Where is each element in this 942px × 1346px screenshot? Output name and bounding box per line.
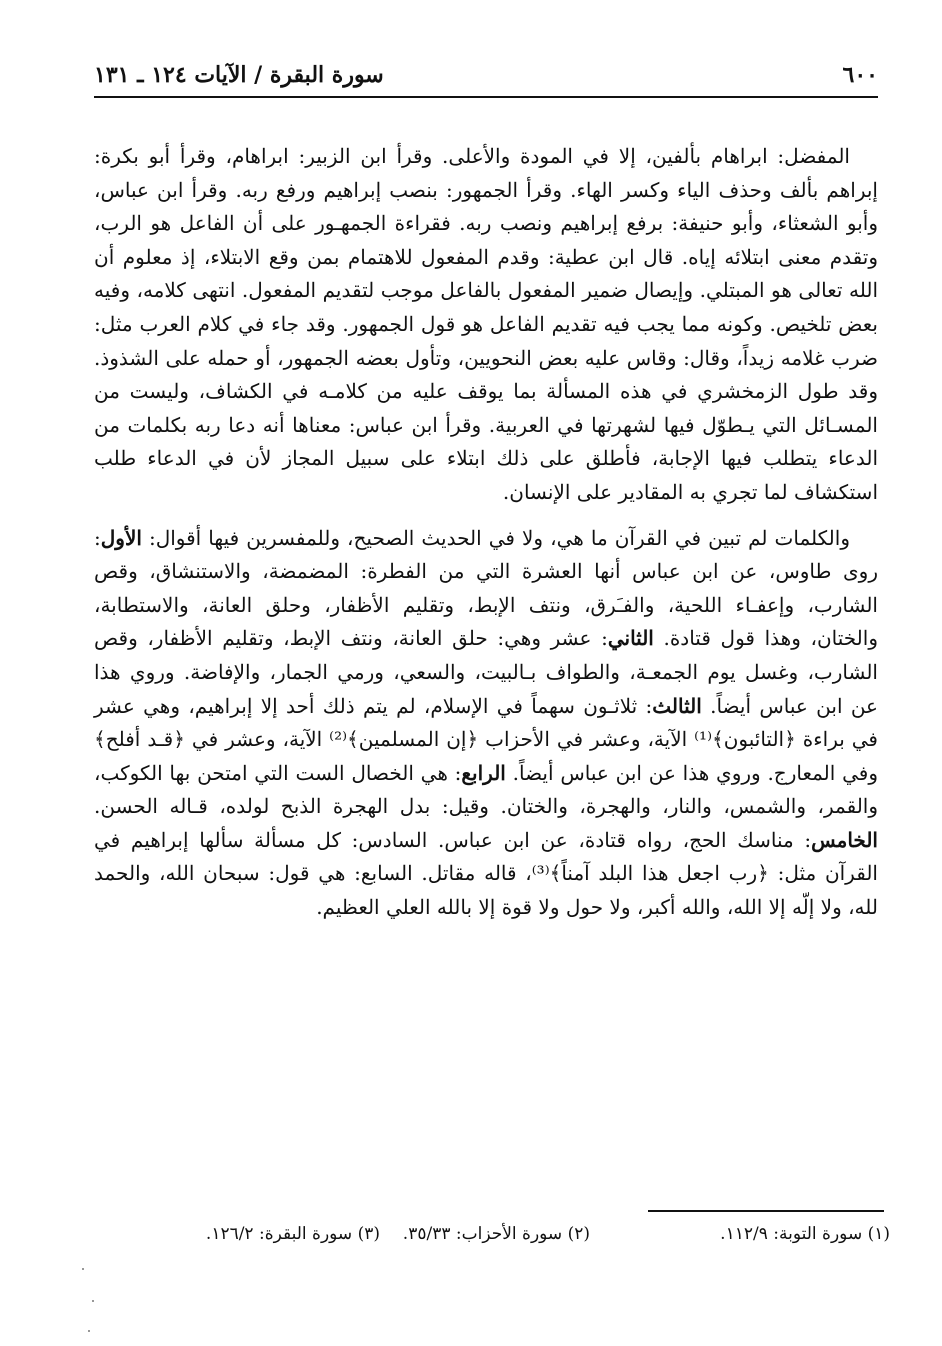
footnote-rule [648,1210,884,1212]
p2-text-5: : هي الخصال الست التي امتحن بها الكوكب، والقمر، والشمس، والنار، والهجرة، والختان. وقيل: بدل الهجرة الذبح لولده، قـاله الحسن. [94,760,879,819]
scan-speck [88,1330,90,1332]
page-number: ٦٠٠ [842,62,878,88]
p2-label-fourth: الرابع [461,760,506,785]
p2-text-4: : ثلاثـون سهماً في الإسلام، لم يتم ذلك أحد إلا إبراهيم، وهي عشر في براءة ﴿التائبون﴾⁽¹⁾ الآية، وعشر في الأحزاب ﴿إن المسلمين﴾⁽²⁾ الآية، وعشر في ﴿قـد أفلح﴾ وفي المعارج. وروي هذا عن ابن عباس أيضاً. [94,693,879,785]
p2-text-2: : روى طاوس، عن ابن عباس أنها العشرة التي من الفطرة: المضمضة، والاستنشاق، وقص الشارب، وإعفـاء اللحية، والفـَرق، ونتف الإبط، وتقليم الأظفار، وحلق العانة، والاستطابة، والختان، وهذا قول قتادة. [94,525,878,651]
footnote-3: (٣) سورة البقرة: ١٢٦/٢. [205,1224,380,1244]
footnote-1: (١) سورة التوبة: ١١٢/٩. [720,1224,890,1244]
header-rule [94,96,878,98]
p2-label-second: الثاني [607,626,654,651]
scan-speck [82,1268,84,1270]
p2-text-6: : مناسك الحج، رواه قتادة، عن ابن عباس. السادس: كل مسألة سألها إبراهيم في القرآن مثل: ﴿رب اجعل هذا البلد آمناً﴾⁽³⁾، قاله مقاتل. السابع: هي قول: سبحان الله، والحمد لله، ولا إلّه إلا الله، والله أكبر، ولا حول ولا قوة إلا بالله العلي العظيم. [94,827,878,920]
p2-label-third: الثالث [652,693,702,718]
scan-speck [92,1300,94,1302]
body-text [94,140,878,925]
header-title: سورة البقرة / الآيات ١٢٤ ـ ١٣١ [94,62,384,88]
footnote-2: (٢) سورة الأحزاب: ٣٥/٣٣. [402,1224,590,1244]
running-header [94,58,878,98]
p2-label-fifth: الخامس [811,827,878,852]
p2-text-1: والكلمات لم تبين في القرآن ما هي، ولا في الحديث الصحيح، وللمفسرين فيها أقوال: [141,525,850,550]
paragraph-2 [94,522,878,925]
p2-text-3: : عشر وهي: حلق العانة، ونتف الإبط، وتقليم الأظفار، وقص الشارب، وغسل يوم الجمعـة، والطواف بـالبيت، والسعي، ورمي الجمار، والإفاضة. وروي هذا عن ابن عباس أيضاً. [94,626,878,718]
p2-label-first: الأول [100,525,142,550]
paragraph-1: المفضل: ابراهام بألفين، إلا في المودة والأعلى. وقرأ ابن الزبير: ابراهام، وقرأ أبو بكرة: إبراهم بألف وحذف الياء وكسر الهاء. وقرأ الجمهور: بنصب إبراهيم ورفع ربه. وقرأ ابن عباس، وأبو الشعثاء، وأبو حنيفة: برفع إبراهيم ونصب ربه. فقراءة الجمهـور على أن الفاعل هو الرب، وتقدم معنى ابتلائه إياه. قال ابن عطية: وقدم المفعول للاهتمام بمن وقع الابتلاء، إذ معلوم أن الله تعالى هو المبتلي. وإيصال ضمير المفعول بالفاعل موجب لتقديم المفعول. انتهى كلامه، وفيه بعض تلخيص. وكونه مما يجب فيه تقديم الفاعل هو قول الجمهور. وقد جاء في كلام العرب مثل: ضرب غلامه زيداً، وقال: وقاس عليه بعض النحويين، وتأول بعضه الجمهور، أو حمله على الشذوذ. وقد طول الزمخشري في هذه المسألة بما يوقف عليه من كلامـه في الكشاف، وليست من المسـائل التي يـطوّل فيها لشهرتها في العربية. وقرأ ابن عباس: معناها أنه دعا ربه بكلمات من الدعاء يتطلب فيها الإجابة، فأطلق على ذلك ابتلاء على سبيل المجاز لأن في الدعاء طلب استكشاف لما تجري به المقادير على الإنسان. [94,144,878,504]
